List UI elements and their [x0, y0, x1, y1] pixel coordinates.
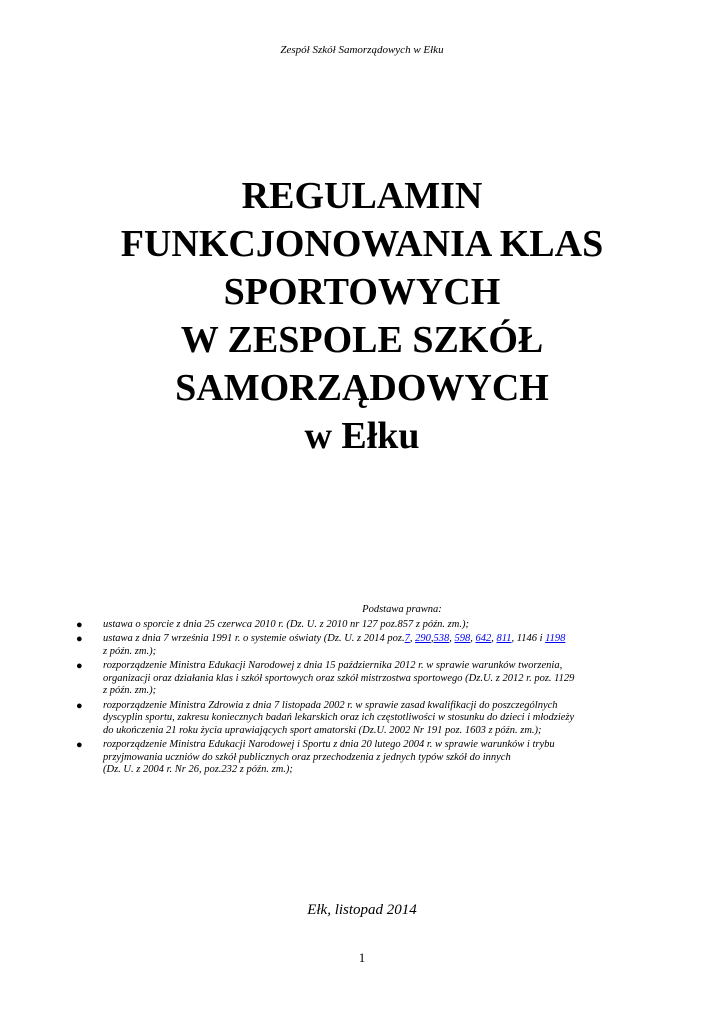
- list-item: [0, 739, 724, 777]
- link-poz-290[interactable]: 290: [415, 633, 431, 644]
- legal-line: rozporządzenie Ministra Edukacji Narodowej i Sportu z dnia 20 lutego 2004 r. w sprawie warunków i trybu: [103, 739, 555, 750]
- legal-line: z późn. zm.);: [103, 685, 157, 696]
- bullet-icon: ●: [76, 699, 83, 712]
- legal-basis-section: [0, 604, 724, 779]
- bullet-icon: ●: [76, 660, 83, 672]
- link-poz-598[interactable]: 598: [454, 633, 471, 644]
- legal-line: przyjmowania uczniów do szkół publicznych oraz przechodzenia z jednych typów szkół do innych: [103, 751, 511, 763]
- legal-line: ustawa o sporcie z dnia 25 czerwca 2010 r. (Dz. U. z 2010 nr 127 poz.857 z późn. zm.);: [103, 618, 469, 630]
- link-poz-7[interactable]: 7: [404, 633, 410, 644]
- title-line: SAMORZĄDOWYCH: [175, 367, 549, 409]
- bullet-icon: ●: [76, 618, 83, 631]
- legal-line: (Dz. U. z 2004 r. Nr 26, poz.232 z późn. zm.);: [103, 764, 293, 775]
- document-title: [0, 172, 724, 460]
- title-line: FUNKCJONOWANIA KLAS: [120, 223, 604, 265]
- link-poz-642[interactable]: 642: [475, 633, 492, 644]
- list-item: [0, 700, 724, 738]
- legal-line: rozporządzenie Ministra Edukacji Narodowej z dnia 15 października 2012 r. w sprawie warunków tworzenia,: [103, 660, 563, 671]
- list-item: [0, 633, 724, 658]
- title-line: w Ełku: [304, 415, 420, 457]
- list-item: [0, 660, 724, 698]
- bullet-icon: ●: [76, 633, 83, 645]
- title-line: REGULAMIN: [241, 175, 483, 217]
- legal-line: dyscyplin sportu, zakresu koniecznych badań lekarskich oraz ich częstotliwości w stosunku do dzieci i młodzieży: [103, 712, 575, 723]
- place-date: Ełk, listopad 2014: [307, 902, 417, 918]
- link-poz-1198[interactable]: 1198: [545, 633, 566, 644]
- list-item: [0, 619, 724, 632]
- legal-line: do ukończenia 21 roku życia uprawiających sport amatorski (Dz.U. 2002 Nr 191 poz. 1603 z późn. zm.);: [103, 724, 542, 736]
- running-header: Zespół Szkół Samorządowych w Ełku: [280, 44, 444, 56]
- legal-line: rozporządzenie Ministra Zdrowia z dnia 7 listopada 2002 r. w sprawie zasad kwalifikacji do poszczególnych: [103, 699, 558, 711]
- legal-line: ustawa z dnia 7 września 1991 r. o systemie oświaty (Dz. U. z 2014 poz.7, 290,538, 598, 642, 811, 1146 i 1198: [103, 633, 566, 644]
- page-number: 1: [358, 950, 366, 965]
- legal-line: organizacji oraz działania klas i szkół sportowych oraz szkół mistrzostwa sportowego (Dz.U. z 2012 r. poz. 1129: [103, 672, 575, 684]
- legal-text: , 1146 i: [511, 633, 546, 644]
- link-poz-811[interactable]: 811: [496, 633, 512, 644]
- bullet-icon: ●: [76, 739, 83, 751]
- legal-text: ustawa z dnia 7 września 1991 r. o systemie oświaty (Dz. U. z 2014 poz.: [103, 633, 405, 644]
- legal-line: z późn. zm.);: [103, 645, 157, 657]
- legal-basis-list: [0, 619, 724, 777]
- title-line: SPORTOWYCH: [223, 271, 501, 313]
- title-line: W ZESPOLE SZKÓŁ: [180, 319, 544, 361]
- link-poz-538[interactable]: 538: [433, 633, 450, 644]
- legal-basis-heading: Podstawa prawna:: [362, 604, 442, 615]
